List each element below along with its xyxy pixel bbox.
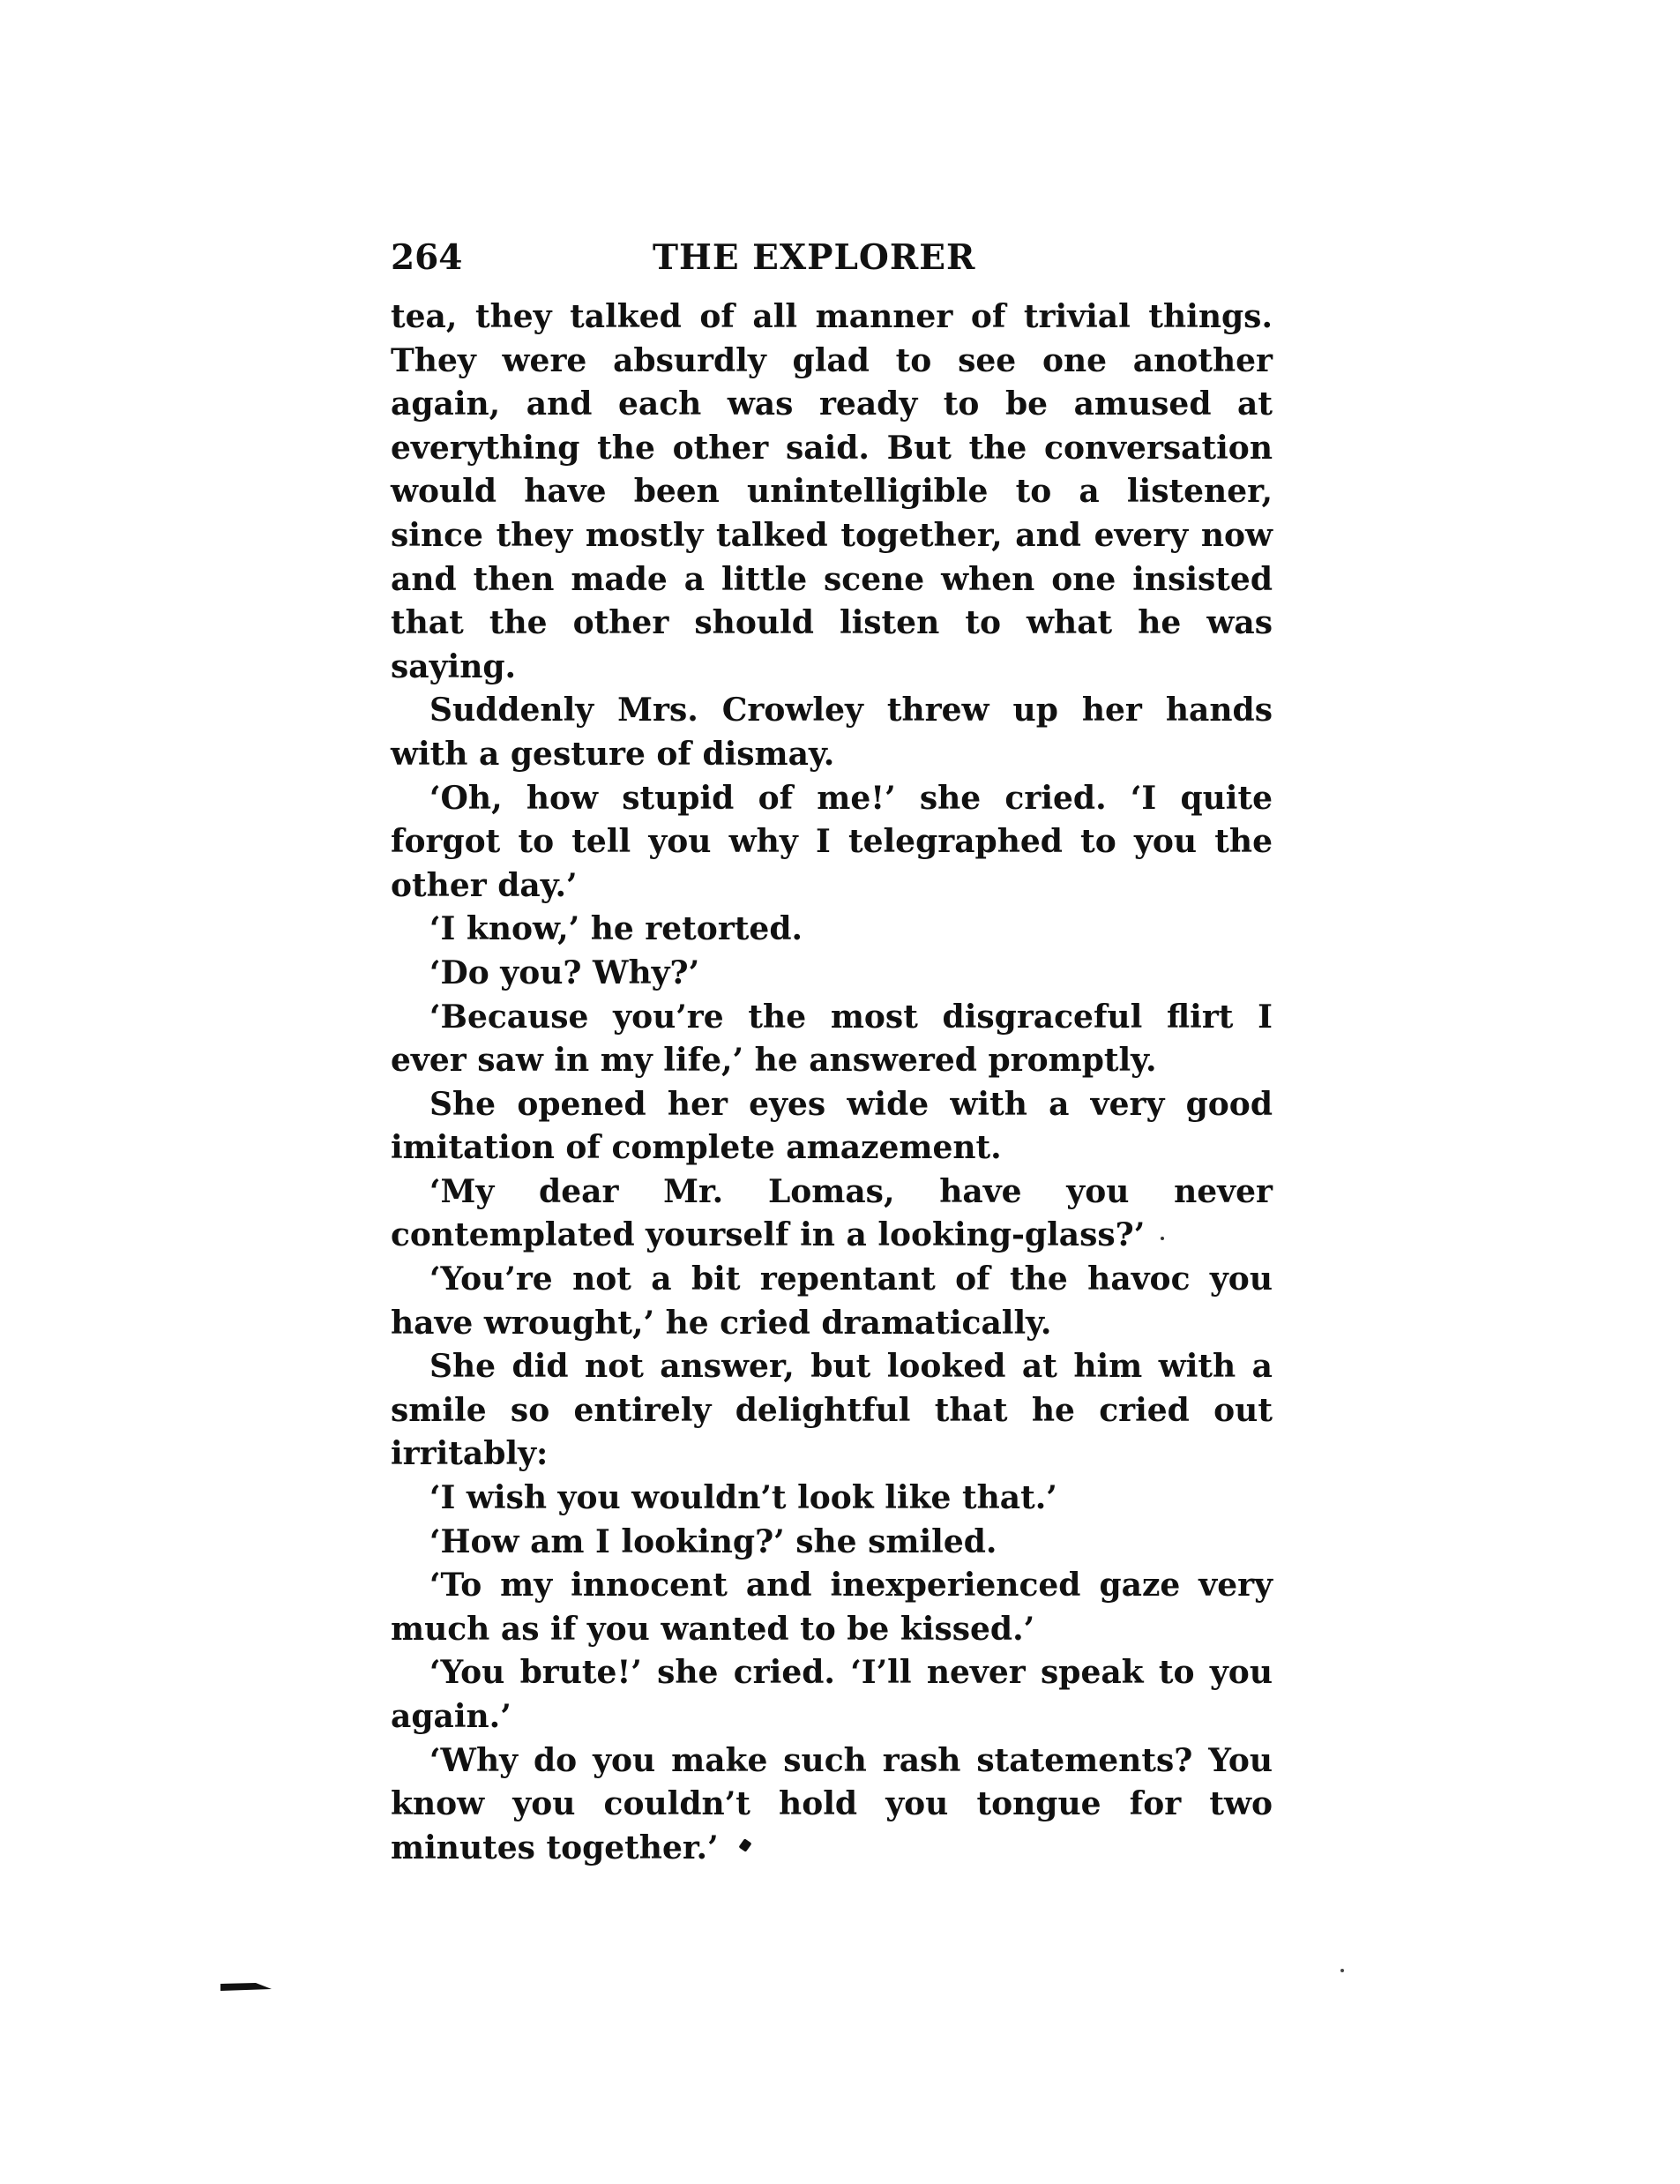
- paragraph: ‘Oh, how stupid of me!’ she cried. ‘I quite forgot to tell you why I telegraphed to you the other day.’: [391, 779, 1273, 904]
- paragraph: ‘Do you? Why?’: [429, 954, 700, 991]
- paragraph: ‘Because you’re the most disgraceful flirt I ever saw in my life,’ he answered promptly.: [391, 998, 1273, 1080]
- stray-ink-dot: [1340, 1969, 1344, 1972]
- paragraph: ‘My dear Mr. Lomas, have you never contemplated yourself in a looking-glass?’: [391, 1172, 1273, 1254]
- page-number: 264: [391, 237, 463, 278]
- paragraph: ‘Why do you make such rash statements? You know you couldn’t hold you tongue for two minutes together.’: [391, 1741, 1273, 1866]
- paragraph: ‘You’re not a bit repentant of the havoc you have wrought,’ he cried dramatically.: [391, 1260, 1273, 1342]
- body-text: [391, 295, 1273, 1870]
- scan-margin-mark-icon: [220, 1980, 272, 1993]
- running-head: THE EXPLORER: [653, 237, 976, 278]
- paragraph: ‘How am I looking?’ she smiled.: [429, 1522, 997, 1560]
- paragraph: ‘You brute!’ she cried. ‘I’ll never speak to you again.’: [391, 1654, 1273, 1735]
- paragraph: ‘To my innocent and inexperienced gaze very much as if you wanted to be kissed.’: [391, 1567, 1273, 1648]
- paragraph: ‘I wish you wouldn’t look like that.’: [429, 1479, 1057, 1517]
- paragraph: tea, they talked of all manner of trivial things. They were absurdly glad to see one another again, and each was ready to be amused at everything the other said. But the conversation would have been unintelligible to a listener, since they mostly talked together, and every now and then made a little scene when one insisted that the other should listen to what he was saying.: [391, 298, 1273, 685]
- paragraph: She did not answer, but looked at him with a smile so entirely delightful that he cried out irritably:: [391, 1348, 1273, 1473]
- paragraph: ‘I know,’ he retorted.: [429, 910, 803, 948]
- page-header: [391, 231, 1273, 284]
- stray-ink-dot: [1161, 1237, 1164, 1240]
- paragraph: She opened her eyes wide with a very good imitation of complete amazement.: [391, 1085, 1273, 1167]
- paragraph: Suddenly Mrs. Crowley threw up her hands with a gesture of dismay.: [391, 692, 1273, 773]
